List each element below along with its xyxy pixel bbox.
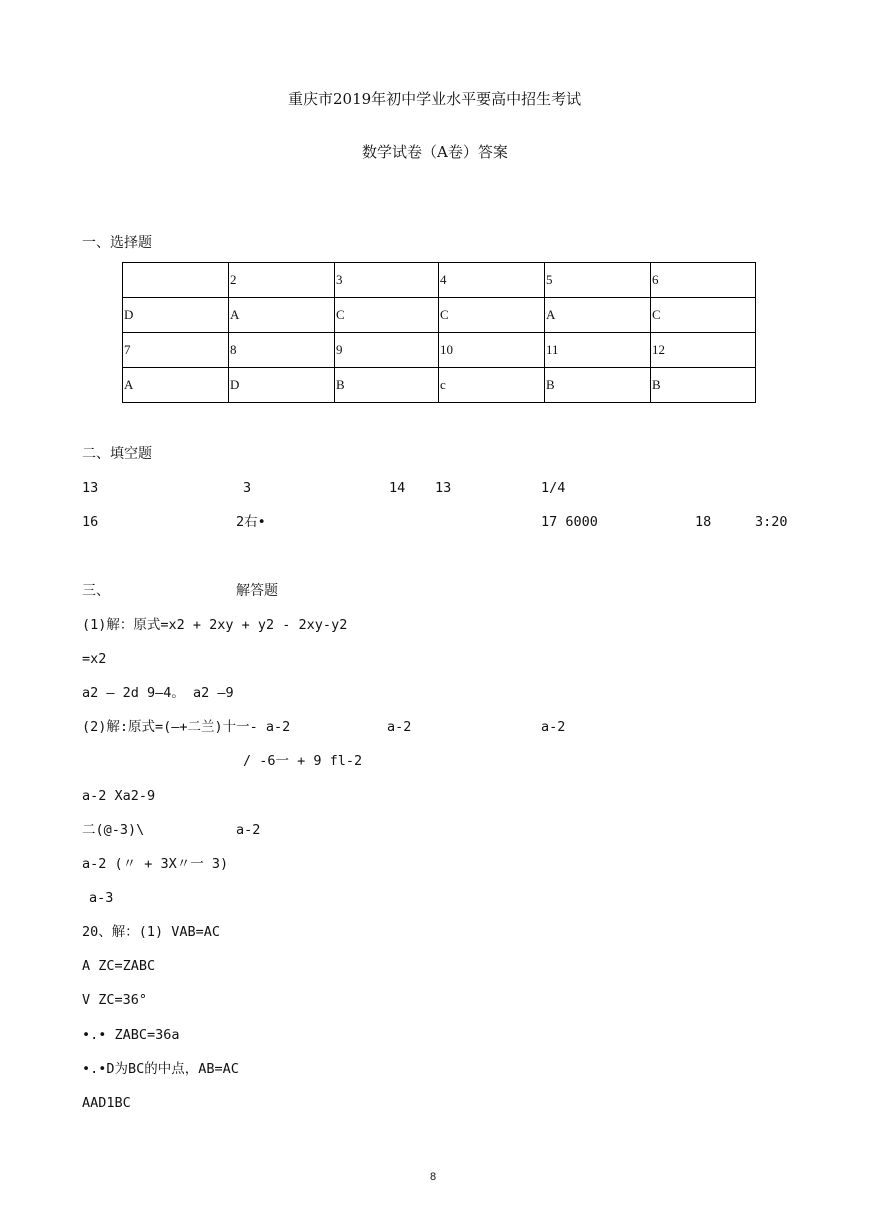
solution-line: AAD1BC — [82, 1095, 131, 1111]
solution-line: / -6一 + 9 fl-2 — [243, 753, 363, 769]
table-cell: A — [123, 368, 229, 403]
table-cell: C — [439, 298, 545, 333]
table-cell: D — [229, 368, 335, 403]
section-heading-solve-label: 解答题 — [236, 583, 278, 599]
solution-line: •.• ZABC=36a — [82, 1027, 180, 1043]
table-cell: 2 — [229, 263, 335, 298]
solution-line: A ZC=ZABC — [82, 958, 156, 974]
solution-line: =x2 — [82, 651, 107, 667]
solution-line: 二(@-3)\ — [82, 822, 145, 838]
solution-line: a-3 — [89, 890, 114, 906]
document-title: 重庆市2019年初中学业水平要高中招生考试 — [288, 90, 582, 108]
table-cell: 11 — [545, 333, 651, 368]
solution-line: (1)解：原式=x2 + 2xy + y2 - 2xy-y2 — [82, 617, 348, 633]
solution-line: V ZC=36° — [82, 992, 148, 1008]
solution-line: (2)解:原式=(—+二兰)十一- a-2 — [82, 719, 291, 735]
choice-answer-table — [122, 262, 756, 403]
fill-item: 2右• — [236, 514, 266, 530]
fill-item: 3 — [243, 480, 252, 496]
table-cell: 5 — [545, 263, 651, 298]
table-cell: 4 — [439, 263, 545, 298]
solution-line: a-2 (〃 + 3X〃一 3) — [82, 856, 229, 872]
table-cell: B — [545, 368, 651, 403]
table-cell — [123, 263, 229, 298]
fill-item: 1/4 — [541, 480, 566, 496]
solution-line: a2 — 2d 9—4。 a2 —9 — [82, 685, 234, 701]
fill-item: 17 6000 — [541, 514, 598, 530]
fill-item: 3:20 — [755, 514, 788, 530]
table-cell: 12 — [651, 333, 756, 368]
table-cell: B — [335, 368, 439, 403]
table-cell: C — [335, 298, 439, 333]
table-row — [123, 333, 756, 368]
solution-line: 20、解：(1) VAB=AC — [82, 924, 221, 940]
section-heading-choice: 一、选择题 — [82, 235, 152, 251]
table-cell: A — [545, 298, 651, 333]
table-cell: C — [651, 298, 756, 333]
table-cell: c — [439, 368, 545, 403]
fill-item: 14 — [389, 480, 406, 496]
table-row — [123, 263, 756, 298]
table-cell: 3 — [335, 263, 439, 298]
table-cell: 7 — [123, 333, 229, 368]
table-cell: B — [651, 368, 756, 403]
solution-line: a-2 — [387, 719, 412, 735]
solution-line: a-2 Xa2-9 — [82, 788, 156, 804]
fill-item: 16 — [82, 514, 99, 530]
table-cell: D — [123, 298, 229, 333]
table-cell: 6 — [651, 263, 756, 298]
table-cell: 8 — [229, 333, 335, 368]
fill-item: 18 — [695, 514, 712, 530]
table-cell: 9 — [335, 333, 439, 368]
table-row — [123, 368, 756, 403]
solution-line: •.•D为BC的中点，AB=AC — [82, 1061, 239, 1077]
page-number: 8 — [430, 1171, 437, 1183]
solution-line: a-2 — [236, 822, 261, 838]
table-cell: 10 — [439, 333, 545, 368]
fill-item: 13 — [82, 480, 99, 496]
solution-line: a-2 — [541, 719, 566, 735]
section-heading-solve: 三、 — [82, 583, 110, 599]
table-cell: A — [229, 298, 335, 333]
section-heading-fill: 二、填空题 — [82, 446, 152, 462]
table-row — [123, 298, 756, 333]
document-subtitle: 数学试卷（A卷）答案 — [362, 143, 508, 161]
fill-item: 13 — [435, 480, 452, 496]
